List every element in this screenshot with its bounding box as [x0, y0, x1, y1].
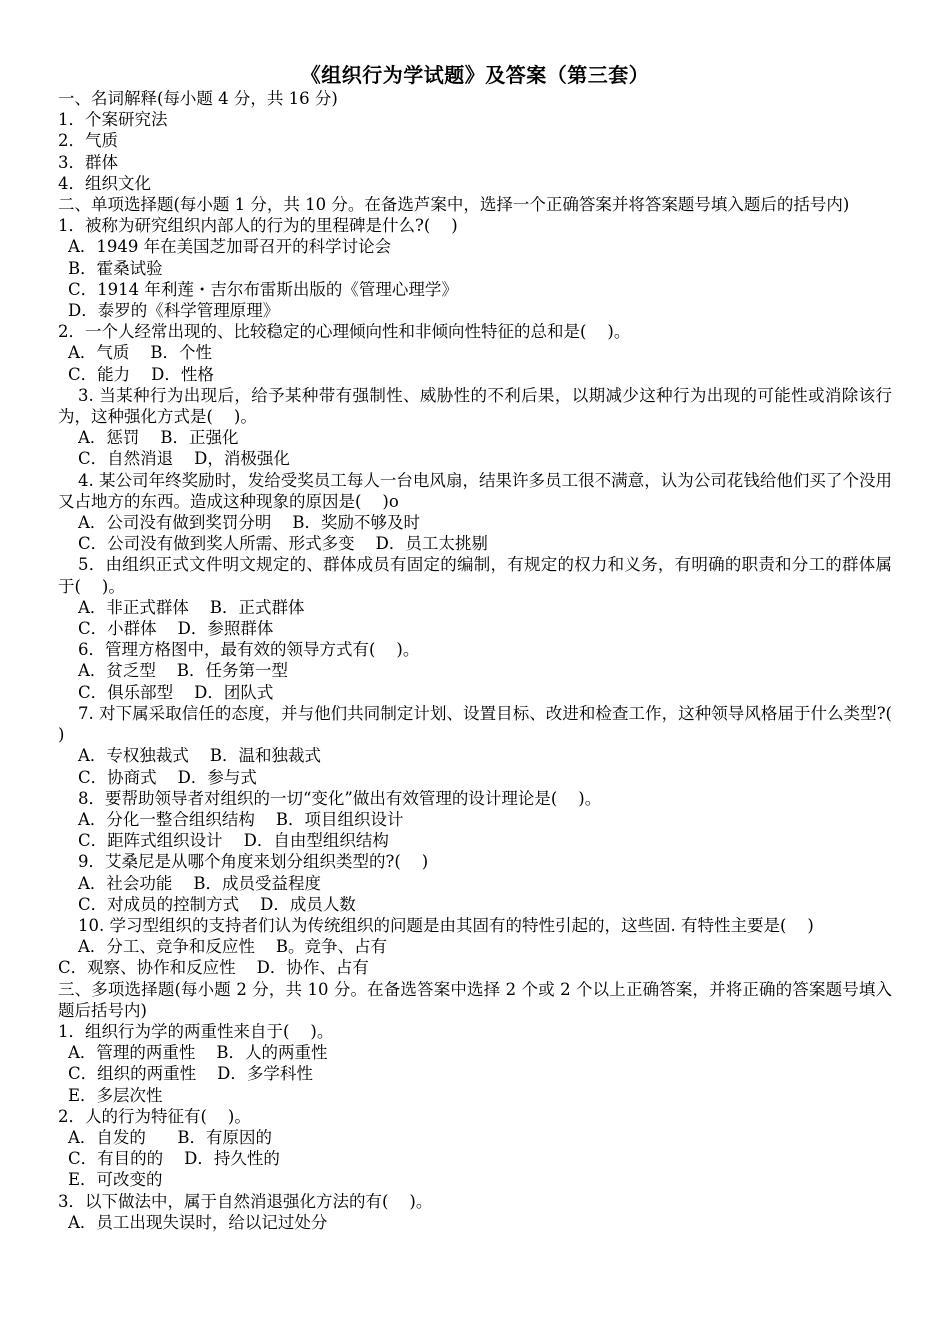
text-line: C．组织的两重性 D．多学科性 [68, 1064, 313, 1084]
text-line: A．1949 年在美国芝加哥召开的科学讨论会 [68, 237, 392, 257]
text-line: D．泰罗的《科学管理原理》 [68, 301, 280, 321]
text-line: C．小群体 D．参照群体 [78, 619, 274, 639]
text-line: A．社会功能 B．成员受益程度 [78, 873, 322, 893]
text-line: 3．以下做法中，属于自然消退强化方法的有( )。 [58, 1191, 433, 1211]
text-line: 5．由组织正式文件明文规定的、群体成员有固定的编制，有规定的权力和义务，有明确的职责和分工的群体属于( )。 [58, 555, 892, 596]
text-line: A．惩罚 B．正强化 [78, 428, 239, 448]
document-body [58, 88, 913, 1233]
text-line: 9．艾桑尼是从哪个角度来划分组织类型的?( ) [78, 852, 429, 872]
text-line: E．多层次性 [68, 1085, 163, 1105]
text-line: C．有目的的 D．持久性的 [68, 1149, 280, 1169]
text-line: 3. 当某种行为出现后，给予某种带有强制性、威胁性的不利后果，以期减少这种行为出现的可能性或消除该行为，这种强化方式是( )。 [58, 385, 892, 427]
text-line: C．公司没有做到奖人所需、形式多变 D．员工太挑剔 [78, 534, 488, 554]
text-line: C．俱乐部型 D．团队式 [78, 682, 274, 702]
text-line: 8．要帮助领导者对组织的一切“变化”做出有效管理的设计理论是( )。 [78, 788, 602, 808]
text-line: A．分化一整合组织结构 B．项目组织设计 [78, 809, 404, 829]
text-line: A．气质 B．个性 [68, 343, 213, 363]
text-line: C．自然消退 D，消极强化 [78, 449, 290, 469]
document-title: 《组织行为学试题》及答案（第三套） [300, 63, 650, 87]
text-line: C．能力 D．性格 [68, 364, 214, 384]
text-line: A．员工出现失误时，给以记过处分 [68, 1212, 328, 1232]
text-line: 2．人的行为特征有( )。 [58, 1106, 251, 1126]
text-line: 1．组织行为学的两重性来自于( )。 [58, 1021, 334, 1041]
text-line: C．对成员的控制方式 D．成员人数 [78, 894, 356, 914]
text-line: 二、单项选择题(每小题 1 分，共 10 分。在备选芦案中，选择一个正确答案并将答案题号填入题后的括号内) [58, 195, 850, 215]
text-line: 4．组织文化 [58, 173, 151, 193]
text-line: A．公司没有做到奖罚分明 B．奖励不够及时 [78, 513, 421, 533]
text-line: A．管理的两重性 B．人的两重性 [68, 1043, 328, 1063]
text-line: 3．群体 [58, 152, 118, 172]
text-line: 4. 某公司年终奖励时，发给受奖员工每人一台电风扇，结果许多员工很不满意，认为公司花钱给他们买了个没用又占地方的东西。造成这种现象的原因是( )o [58, 470, 892, 511]
text-line: A．自发的 B．有原因的 [68, 1127, 273, 1147]
text-line: E．可改变的 [68, 1170, 163, 1190]
text-line: 1．个案研究法 [58, 110, 168, 130]
text-line: 2．气质 [58, 131, 118, 151]
text-line: A．非正式群体 B．正式群体 [78, 597, 305, 617]
text-line: A．分工、竞争和反应性 B。竞争、占有 [78, 937, 388, 957]
text-line: C．1914 年利莲・吉尔布雷斯出版的《管理心理学》 [68, 279, 458, 299]
text-line: 6．管理方格图中，最有效的领导方式有( )。 [78, 640, 420, 660]
text-line: 2．一个人经常出现的、比较稳定的心理倾向性和非倾向性特征的总和是( )。 [58, 322, 631, 342]
text-line: 10. 学习型组织的支持者们认为传统组织的问题是由其固有的特性引起的，这些固. 有特性主要是( ) [78, 915, 814, 935]
text-line: C．协商式 D．参与式 [78, 767, 257, 787]
text-line: 1．被称为研究组织内部人的行为的里程碑是什么?( ) [58, 216, 458, 236]
text-line: B．霍桑试验 [68, 258, 163, 278]
text-line: C．观察、协作和反应性 D．协作、占有 [58, 958, 369, 978]
text-line: 7. 对下属采取信任的态度，并与他们共同制定计划、设置目标、改进和检查工作，这种领导风格届于什么类型?( ) [58, 703, 913, 745]
text-line: A．贫乏型 B．任务第一型 [78, 661, 289, 681]
text-line: C．距阵式组织设计 D．自由型组织结构 [78, 831, 389, 851]
text-line: 三、多项选择题(每小题 2 分，共 10 分。在备选答案中选择 2 个或 2 个以上正确答案，并将正确的答案题号填入题后括号内) [58, 979, 892, 1020]
text-line: A．专权独裁式 B．温和独裁式 [78, 746, 322, 766]
text-line: 一、名词解释(每小题 4 分，共 16 分) [58, 89, 338, 108]
